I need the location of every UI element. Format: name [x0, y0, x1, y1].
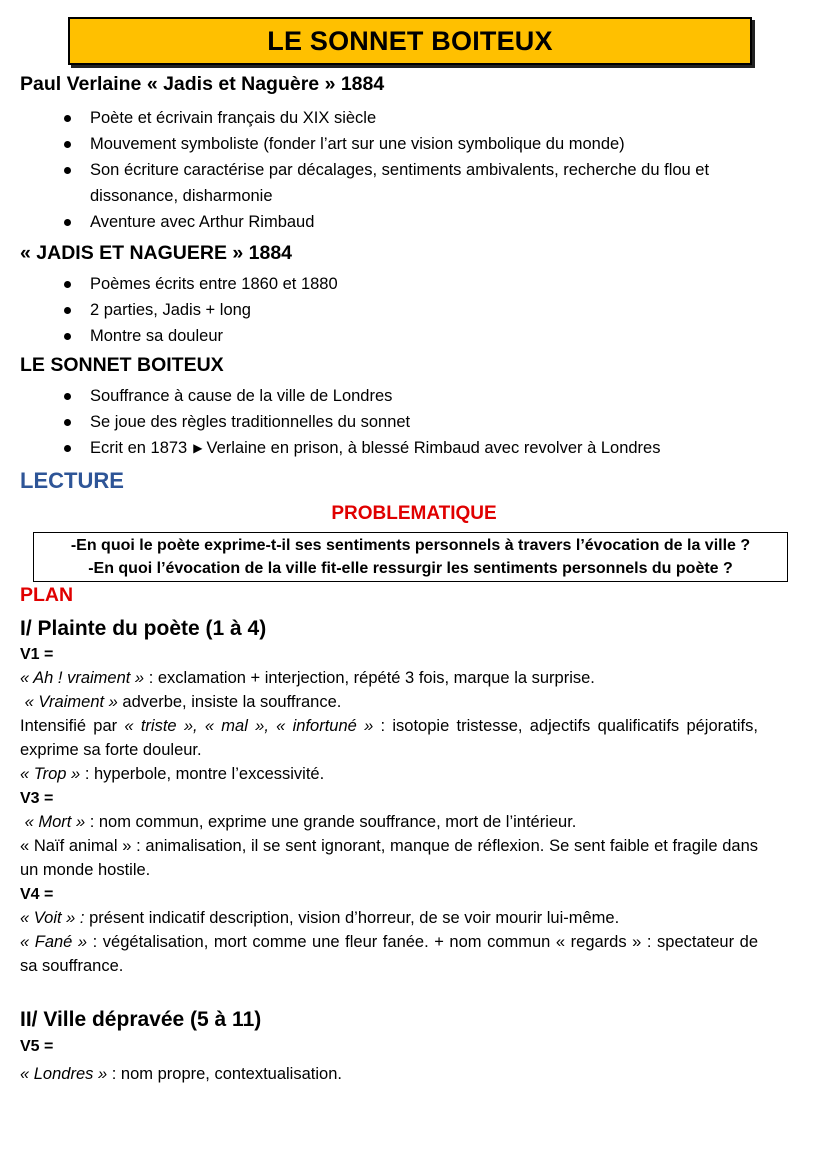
list-item	[0, 435, 828, 461]
paragraph: « Voit » : présent indicatif description, vision d’horreur, de se voir mourir lui-même.	[20, 909, 620, 927]
problematique-box	[33, 532, 788, 582]
heading-jadis: « JADIS ET NAGUERE » 1884	[20, 242, 293, 264]
bullet-text: Ecrit en 1873	[90, 439, 188, 457]
heading-part2: II/ Ville dépravée (5 à 11)	[20, 1008, 262, 1031]
problematique-line: -En quoi l’évocation de la ville fit-elle ressurgir les sentiments personnels du poète ?	[88, 560, 733, 577]
list-item: 2 parties, Jadis + long	[0, 297, 828, 323]
paragraph: « Trop » : hyperbole, montre l’excessivité.	[20, 765, 325, 783]
list-item: Son écriture caractérise par décalages, sentiments ambivalents, recherche du flou et dissonance, disharmonie	[0, 157, 828, 209]
problematique-title: PROBLEMATIQUE	[331, 503, 497, 524]
paragraph: « Vraiment » adverbe, insiste la souffrance.	[24, 693, 342, 711]
paragraph: « Londres » : nom propre, contextualisation.	[20, 1065, 342, 1083]
heading-plan: PLAN	[20, 584, 74, 606]
heading-lecture: LECTURE	[20, 468, 124, 493]
list-item: Souffrance à cause de la ville de Londres	[0, 383, 828, 409]
label-v4: V4 =	[20, 886, 54, 903]
paragraph: Intensifié par « triste », « mal », « infortuné » : isotopie tristesse, adjectifs qualificatifs péjoratifs, exprime sa forte douleur.	[20, 717, 758, 759]
heading-intro: Paul Verlaine « Jadis et Naguère » 1884	[20, 73, 385, 95]
heading-part1: I/ Plainte du poète (1 à 4)	[20, 617, 267, 640]
list-item: Montre sa douleur	[0, 323, 828, 349]
paragraph: « Ah ! vraiment » : exclamation + interjection, répété 3 fois, marque la surprise.	[20, 669, 595, 687]
sonnet-list	[0, 383, 828, 461]
paragraph: « Naïf animal » : animalisation, il se sent ignorant, manque de réflexion. Se sent faible et fragile dans un monde hostile.	[20, 837, 758, 879]
list-item: Mouvement symboliste (fonder l’art sur une vision symbolique du monde)	[0, 131, 828, 157]
label-v3: V3 =	[20, 790, 54, 807]
list-item: Poète et écrivain français du XIX siècle	[0, 105, 828, 131]
label-v5: V5 =	[20, 1038, 54, 1055]
intro-list	[0, 105, 828, 235]
document-title: LE SONNET BOITEUX	[68, 17, 752, 65]
label-v1: V1 =	[20, 646, 54, 663]
paragraph: « Fané » : végétalisation, mort comme une fleur fanée. + nom commun « regards » : spectateur de sa souffrance.	[20, 933, 758, 975]
jadis-list	[0, 271, 828, 349]
heading-sonnet: LE SONNET BOITEUX	[20, 354, 224, 376]
arrow-right-icon: ▶	[193, 441, 203, 455]
list-item: Se joue des règles traditionnelles du sonnet	[0, 409, 828, 435]
paragraph: « Mort » : nom commun, exprime une grande souffrance, mort de l’intérieur.	[24, 813, 577, 831]
list-item: Aventure avec Arthur Rimbaud	[0, 209, 828, 235]
list-item: Poèmes écrits entre 1860 et 1880	[0, 271, 828, 297]
bullet-text: Verlaine en prison, à blessé Rimbaud avec revolver à Londres	[206, 439, 661, 457]
problematique-line: -En quoi le poète exprime-t-il ses sentiments personnels à travers l’évocation de la ville ?	[70, 537, 751, 554]
